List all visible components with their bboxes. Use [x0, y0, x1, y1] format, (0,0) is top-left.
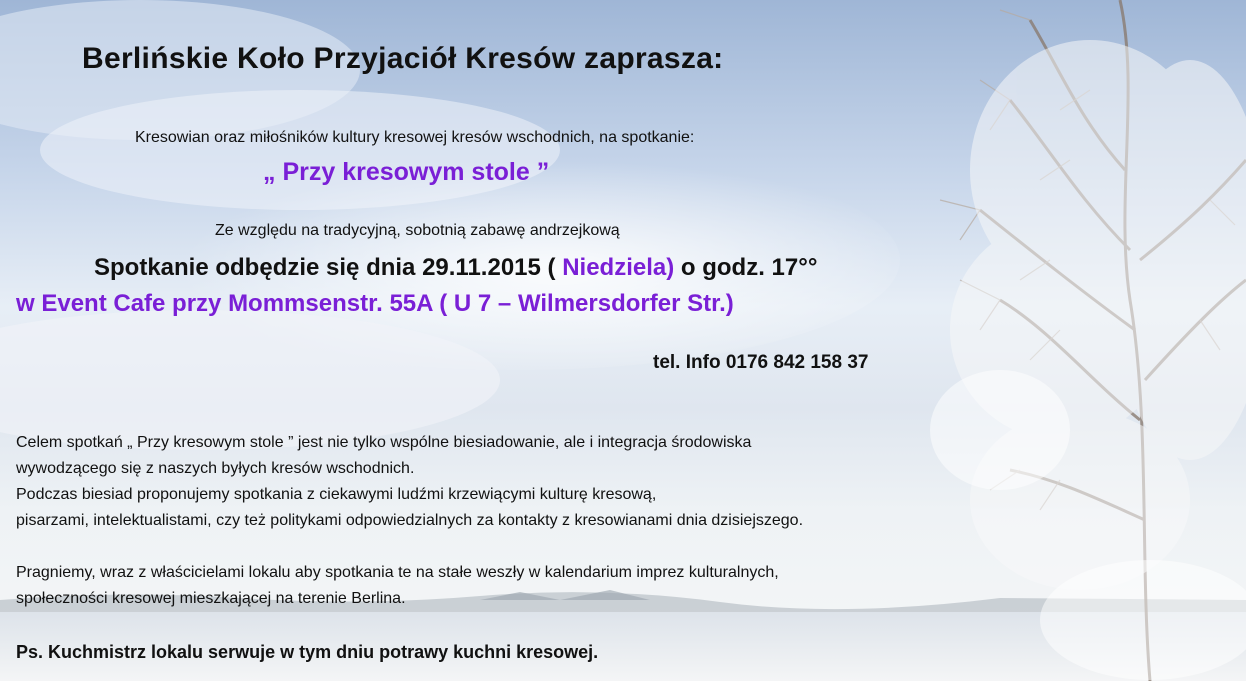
invitation-intro: Kresowian oraz miłośników kultury kresowej kresów wschodnich, na spotkanie: [135, 129, 695, 146]
meeting-day: Niedziela) [562, 254, 675, 281]
paragraph-line: Celem spotkań „ Przy kresowym stole ” jest nie tylko wspólne biesiadowanie, ale i integracja środowiska [16, 434, 752, 451]
event-name: „ Przy kresowym stole ” [263, 158, 550, 186]
postscript: Ps. Kuchmistrz lokalu serwuje w tym dniu potrawy kuchni kresowej. [16, 642, 599, 662]
paragraph-line: społeczności kresowej mieszkającej na terenie Berlina. [16, 590, 406, 607]
paragraph-line: Podczas biesiad proponujemy spotkania z ciekawymi ludźmi krzewiącymi kulturę kresową, [16, 486, 657, 503]
meeting-date-prefix: Spotkanie odbędzie się dnia 29.11.2015 ( [94, 254, 563, 281]
meeting-place: w Event Cafe przy Mommsenstr. 55A ( U 7 – Wilmersdorfer Str.) [16, 290, 734, 317]
paragraph-line: wywodzącego się z naszych byłych kresów wschodnich. [16, 460, 415, 477]
paragraph-line: pisarzami, intelektualistami, czy też politykami odpowiedzialnych za kontakty z kresowianami dnia dzisiejszego. [16, 512, 804, 529]
page-title: Berlińskie Koło Przyjaciół Kresów zaprasza: [82, 42, 724, 75]
reschedule-reason: Ze względu na tradycyjną, sobotnią zabawę andrzejkową [215, 222, 620, 239]
purpose-paragraph [16, 430, 803, 534]
meeting-date-line [94, 254, 817, 282]
paragraph-line: Pragniemy, wraz z właścicielami lokalu aby spotkania te na stałe weszły w kalendarium imprez kulturalnych, [16, 564, 779, 581]
meeting-time: o godz. 17°° [674, 254, 818, 281]
wish-paragraph [16, 560, 779, 612]
phone-info: tel. Info 0176 842 158 37 [653, 352, 869, 373]
